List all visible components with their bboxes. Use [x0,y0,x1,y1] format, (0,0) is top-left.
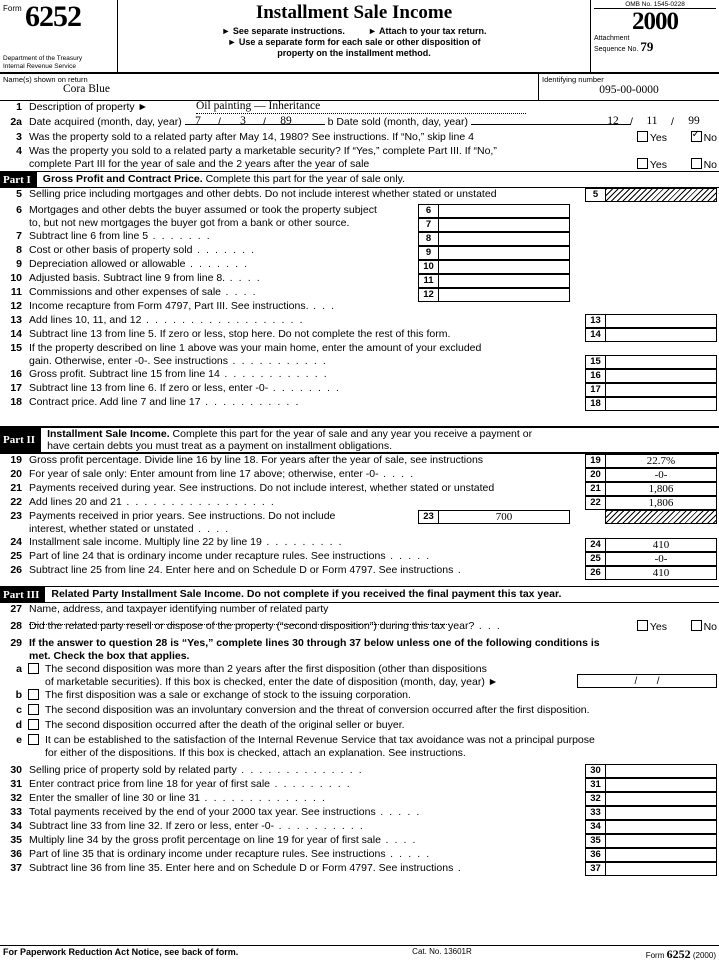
part3-row-32: 32 Enter the smaller of line 30 or line 31 . . . . . . . . . . . . . . [0,792,719,806]
row-label: Adjusted basis. Subtract line 9 from line 8. [29,272,226,284]
part-1-bar [0,171,719,188]
part-3-body [0,603,719,878]
row-number: 34 [10,820,22,832]
part3-row-33: 33 Total payments received by the end of your 2000 tax year. See instructions . . . . . [0,806,719,820]
sub-label: The second disposition was more than 2 years after the first disposition (other than dispositions [45,663,487,675]
part-2-title-sub2: have certain debts you must treat as a payment on installment obligations. [47,440,393,452]
amount-line-number: 35 [585,834,605,848]
row-number: 32 [10,792,22,804]
part3-sub-b [0,689,719,704]
amount-line-number: 37 [585,862,605,876]
amount-value-17[interactable] [605,383,717,397]
amount-value-30[interactable] [605,764,717,778]
part3-row-27 [0,603,719,620]
part1-row-11: 11 Commissions and other expenses of sale . . . . [0,286,719,300]
row-label: Payments received in prior years. See instructions. Do not include [29,510,336,522]
part-1-label: Part I [0,174,37,186]
amount-line-number: 5 [585,188,605,202]
sub-label: It can be established to the satisfaction of the Internal Revenue Service that tax avoidance was not a principal purpose [45,734,595,746]
row-label: Add lines 10, 11, and 12 [29,314,142,326]
footer-form-year: (2000) [692,951,716,960]
row-label: Contract price. Add line 7 and line 17 [29,396,201,408]
department-label: Department of the Treasury Internal Revenue Service [3,55,83,70]
amount-line-number: 10 [418,260,438,274]
line-4-yes-label: Yes [649,159,667,171]
row-number: 21 [10,482,22,494]
line-28-yes-checkbox[interactable] [637,620,648,631]
amount-line-number: 31 [585,778,605,792]
row-number: 24 [10,536,22,548]
row-label: Selling price including mortgages and other debts. Do not include interest whether stated or unstated [29,188,497,200]
part3-row-37: 37 Subtract line 36 from line 35. Enter here and on Schedule D or Form 4797. See instructions . [0,862,719,876]
part-3-title-sub: Do not complete if you received the final payment this tax year. [246,588,562,600]
part3-row-36: 36 Part of line 35 that is ordinary income under recapture rules. See instructions . . . . . [0,848,719,862]
amount-line-number: 15 [585,355,605,369]
part2-row-20: 20 For year of sale only: Enter amount from line 17 above; otherwise, enter -0- . . . . [0,468,719,482]
amount-line-number: 21 [585,482,605,496]
amount-line-number: 16 [585,369,605,383]
row-number: 26 [10,564,22,576]
amount-value-36[interactable] [605,848,717,862]
row-label: Selling price of property sold by related party [29,764,237,776]
id-value: 095-00-0000 [599,84,659,96]
form-identity [0,0,118,72]
row-number: 5 [16,188,22,200]
line-3-number: 3 [16,131,22,143]
row-number: 23 [10,510,22,522]
row-label: Gross profit. Subtract line 15 from line 14 [29,368,220,380]
row-label: Installment sale income. Multiply line 22 by line 19 [29,536,262,548]
part1-row-17: 17 Subtract line 13 from line 6. If zero or less, enter -0- . . . . . . . . [0,382,719,396]
row-number: 9 [16,258,22,270]
amount-value-21[interactable]: 1,806 [605,482,717,496]
line-3-no-checkbox[interactable] [691,131,702,142]
row-number: 15 [10,342,22,354]
line-1 [0,101,719,116]
amount-value-25[interactable]: -0- [605,552,717,566]
part-2-label: Part II [0,434,41,446]
row-number: 37 [10,862,22,874]
row-number: 25 [10,550,22,562]
sub-label-cont: of marketable securities). If this box is checked, enter the date of disposition (month, day, year) ► [45,676,499,688]
part-3-title [45,587,719,602]
part-2-title-sub1: Complete this part for the year of sale and any year you receive a payment or [172,428,533,440]
sub-letter: d [15,719,22,731]
date-sold-year[interactable]: 99 [688,115,700,127]
part2-row-23: 23 Payments received in prior years. See instructions. Do not include interest, whether stated or unstated . . . . [0,510,719,536]
amount-line-number: 33 [585,806,605,820]
row-label: Gross profit percentage. Divide line 16 by line 18. For years after the year of sale, see instructions [29,454,484,466]
row-label-cont: gain. Otherwise, enter -0-. See instructions [29,355,229,367]
separate-form-note2: property on the installment method. [277,48,431,58]
form-footer [0,945,719,963]
sequence-label: Sequence No. [594,46,639,53]
amount-line-number: 32 [585,792,605,806]
row-number: 17 [10,382,22,394]
row-number: 8 [16,244,22,256]
part1-row-13: 13 Add lines 10, 11, and 12 . . . . . . . . . . . . . . . . . . [0,314,719,328]
part1-row-16: 16 Gross profit. Subtract line 15 from line 14 . . . . . . . . . . . . [0,368,719,382]
row-number: 22 [10,496,22,508]
part-1-body [0,188,719,426]
line-3-no-label: No [703,132,717,144]
part3-sub-a [0,663,719,689]
row-label: Total payments received by the end of your 2000 tax year. See instructions [29,806,376,818]
sequence-number: 79 [640,39,654,54]
part-2-body [0,454,719,586]
row-label: Subtract line 6 from line 5 [29,230,149,242]
line-28-yes-label: Yes [649,621,667,633]
row-number: 35 [10,834,22,846]
amount-value-34[interactable] [605,820,717,834]
amount-line-number: 13 [585,314,605,328]
amount-value-20[interactable]: -0- [605,468,717,482]
amount-value-19[interactable]: 22.7% [605,454,717,468]
part-3-title-main: Related Party Installment Sale Income. [51,588,244,600]
part-2-title-main: Installment Sale Income. [47,428,170,440]
date-sold-month[interactable]: 12 [607,115,619,127]
amount-line-number: 34 [585,820,605,834]
sub-label: The first disposition was a sale or exchange of stock to the issuing corporation. [45,689,411,701]
amount-line-number: 36 [585,848,605,862]
form-number: 6252 [25,0,81,33]
row-label-cont: met. Check the box that applies. [29,650,190,662]
line-2a-label: Date acquired (month, day, year) [29,116,182,128]
part3-row-31: 31 Enter contract price from line 18 for year of first sale . . . . . . . . . [0,778,719,792]
line-1-number: 1 [16,101,22,113]
row-number: 10 [10,272,22,284]
amount-hatched-23 [605,510,717,524]
amount-line-number: 8 [418,232,438,246]
sub-b-checkbox[interactable] [28,689,39,700]
amount-line-number: 22 [585,496,605,510]
part-1-title [37,172,719,187]
row-number: 11 [10,286,22,298]
amount-line-number: 12 [418,288,438,302]
line-1-label: Description of property ► [29,101,148,113]
id-label: Identifying number [542,75,604,84]
row-number: 31 [10,778,22,790]
footer-form-number: 6252 [666,947,691,961]
part-2-bar [0,426,719,454]
line-4 [0,145,719,171]
part3-row-35: 35 Multiply line 34 by the gross profit percentage on line 19 for year of first sale . . . . [0,834,719,848]
amount-value-22[interactable]: 1,806 [605,496,717,510]
amount-line-number: 19 [585,454,605,468]
line-3 [0,131,719,145]
row-label: Subtract line 25 from line 24. Enter here and on Schedule D or Form 4797. See instructions [29,564,454,576]
amount-line-number: 26 [585,566,605,580]
row-label: Part of line 24 that is ordinary income under recapture rules. See instructions [29,550,386,562]
amount-value-23[interactable]: 700 [438,510,570,524]
line-28-no-label: No [703,621,717,633]
separate-form-note: ► Use a separate form for each sale or other disposition of [227,37,481,47]
part1-row-7: 7 Subtract line 6 from line 5 . . . . . . . [0,230,719,244]
row-label-cont: interest, whether stated or unstated [29,523,194,535]
row-label: If the property described on line 1 above was your main home, enter the amount of your excluded [29,342,482,354]
amount-value-31[interactable] [605,778,717,792]
name-row [0,74,719,101]
sub-letter: c [16,704,22,716]
line-2a-number: 2a [10,116,22,128]
part2-row-26: 26 Subtract line 25 from line 24. Enter here and on Schedule D or Form 4797. See instructions . [0,564,719,578]
row-number: 33 [10,806,22,818]
line-2b-label: b Date sold (month, day, year) [327,116,469,128]
row-number: 29 [10,637,22,649]
row-number: 6 [16,204,22,216]
row-label: Enter the smaller of line 30 or line 31 [29,792,201,804]
amount-line-number: 6 [418,204,438,218]
part2-row-22: 22 Add lines 20 and 21 . . . . . . . . . . . . . . . . . [0,496,719,510]
attachment-label: Attachment [594,35,630,42]
footer-form-id [646,947,716,962]
date-acquired-month[interactable]: 7 [195,115,201,127]
sub-letter: b [15,689,22,701]
part1-row-8: 8 Cost or other basis of property sold . . . . . . . [0,244,719,258]
row-label: Depreciation allowed or allowable [29,258,186,270]
amount-value-16[interactable] [605,369,717,383]
paperwork-notice: For Paperwork Reduction Act Notice, see back of form. [3,947,239,957]
row-number: 18 [10,396,22,408]
row-number: 28 [10,620,22,632]
row-number: 36 [10,848,22,860]
amount-line-number: 25 [585,552,605,566]
line-4-label: Was the property you sold to a related party a marketable security? If “Yes,” complete Part III. If “No,” [29,145,497,157]
amount-line-number: 9 [418,246,438,260]
row-number: 19 [10,454,22,466]
amount-line-number: 7 [418,218,438,232]
row-number: 27 [10,603,22,615]
line-2a: 2a Date acquired (month, day, year) b Date sold (month, day, year) 7 / 3 / 89 12 / 11 / 99 [0,116,719,131]
part1-row-10: 10 Adjusted basis. Subtract line 9 from line 8. . . . . [0,272,719,286]
line-4-yes-checkbox[interactable] [637,158,648,169]
name-value: Cora Blue [63,83,110,95]
part1-row-6 [0,204,719,230]
amount-value-33[interactable] [605,806,717,820]
amount-line-number: 11 [418,274,438,288]
sub-c-checkbox[interactable] [28,704,39,715]
line-1-value[interactable]: Oil painting –– Inheritance [196,100,526,114]
amount-line-number: 23 [418,510,438,524]
row-label: Mortgages and other debts the buyer assumed or took the property subject [29,204,377,216]
amount-value-35[interactable] [605,834,717,848]
row-label: Name, address, and taxpayer identifying number of related party [29,603,329,615]
id-field-cell[interactable] [539,74,719,100]
sub-a-checkbox[interactable] [28,663,39,674]
row-label: For year of sale only: Enter amount from line 17 above; otherwise, enter -0- [29,468,379,480]
page-title: Installment Sale Income [255,2,453,23]
sub-label: The second disposition was an involuntary conversion and the threat of conversion occurred after the first disposition. [45,704,590,716]
part3-amount-rows [0,764,719,878]
omb-number: OMB No. 1545-0228 [594,1,716,9]
line-3-label: Was the property sold to a related party after May 14, 1980? See instructions. If “No,” skip line 4 [29,131,474,143]
sequence-row [594,39,716,54]
amount-value-24[interactable]: 410 [605,538,717,552]
amount-line-number: 18 [585,397,605,411]
form-title-block [118,0,591,72]
row-label: Multiply line 34 by the gross profit percentage on line 19 for year of first sale [29,834,381,846]
row-label: Payments received during year. See instructions. Do not include interest, whether stated or unstated [29,482,495,494]
sub-label: The second disposition occurred after the death of the original seller or buyer. [45,719,405,731]
date-acquired-year[interactable]: 89 [280,115,292,127]
line-4-label2: complete Part III for the year of sale and the 2 years after the year of sale [29,158,370,170]
second-disposition-date-field[interactable]: / / [577,674,717,688]
line-4-no-label: No [703,159,717,171]
sub-e-checkbox[interactable] [28,734,39,745]
row-label: Commissions and other expenses of sale [29,286,222,298]
row-label: If the answer to question 28 is “Yes,” complete lines 30 through 37 below unless one of the following conditions is [29,637,600,649]
row-label: Enter contract price from line 18 for year of first sale [29,778,271,790]
amount-line-number: 24 [585,538,605,552]
part-1-title-sub: Complete this part for the year of sale only. [205,173,405,185]
sub-label-cont: for either of the dispositions. If this box is checked, attach an explanation. See instructions. [45,747,466,759]
amount-value-14[interactable] [605,328,717,342]
amount-value-26[interactable]: 410 [605,566,717,580]
part2-row-24: 24 Installment sale income. Multiply line 22 by line 19 . . . . . . . . . [0,536,719,550]
row-label: Part of line 35 that is ordinary income under recapture rules. See instructions [29,848,386,860]
row-number: 14 [10,328,22,340]
line-3-yes-label: Yes [649,132,667,144]
row-label: Income recapture from Form 4797, Part III. See instructions. [29,300,309,312]
tax-year: 2000 [632,8,678,35]
part-3-bar [0,586,719,603]
part1-row-15: 15 If the property described on line 1 above was your main home, enter the amount of your excluded gain. Otherwise, enter -0-. See instructions . . . . . . . . . . . [0,342,719,368]
row-number: 16 [10,368,22,380]
omb-block [591,0,719,72]
line-4-number: 4 [16,145,22,157]
part-1-title-main: Gross Profit and Contract Price. [42,173,203,185]
part1-row-9: 9 Depreciation allowed or allowable . . . . . . . [0,258,719,272]
row-label: Did the related party resell or dispose of the property (“second disposition”) during this tax year? [29,620,475,632]
line-4-no-checkbox[interactable] [691,158,702,169]
instructions-note: ► See separate instructions. [221,26,345,36]
part3-row-30: 30 Selling price of property sold by related party . . . . . . . . . . . . . . [0,764,719,778]
line-28-no-checkbox[interactable] [691,620,702,631]
row-label: Subtract line 33 from line 32. If zero or less, enter -0- [29,820,275,832]
amount-line-number: 20 [585,468,605,482]
row-label-cont: to, but not new mortgages the buyer got from a bank or other source. [29,217,350,229]
row-label: Add lines 20 and 21 [29,496,122,508]
part3-sub-d [0,719,719,734]
amount-line-number: 17 [585,383,605,397]
row-number: 13 [10,314,22,326]
name-field-cell[interactable] [0,74,539,100]
part1-row-12: 12 Income recapture from Form 4797, Part III. See instructions. . . . [0,300,719,314]
name-label: Name(s) shown on return [3,75,88,84]
row-number: 7 [16,230,22,242]
row-label: Subtract line 13 from line 6. If zero or less, enter -0- [29,382,269,394]
amount-value-5[interactable] [605,188,717,202]
part3-row-34: 34 Subtract line 33 from line 32. If zero or less, enter -0- . . . . . . . . . . [0,820,719,834]
sub-letter: e [16,734,22,746]
sub-d-checkbox[interactable] [28,719,39,730]
amount-value-6[interactable] [438,204,570,218]
part3-row-29 [0,637,719,663]
amount-value-18[interactable] [605,397,717,411]
catalog-number: Cat. No. 13601R [412,947,472,956]
row-number: 12 [10,300,22,312]
amount-value-13[interactable] [605,314,717,328]
attach-note: ► Attach to your tax return. [367,26,487,36]
form-header [0,0,719,74]
date-acquired-day[interactable]: 3 [240,115,246,127]
amount-value-15[interactable] [605,355,717,369]
form-word: Form [3,4,22,13]
part1-row-18: 18 Contract price. Add line 7 and line 17 . . . . . . . . . . . [0,396,719,410]
part2-row-25: 25 Part of line 24 that is ordinary income under recapture rules. See instructions . . . . . [0,550,719,564]
part3-sub-e [0,734,719,760]
amount-value-37[interactable] [605,862,717,876]
part3-sub-c [0,704,719,719]
date-sold-day[interactable]: 11 [646,115,658,127]
row-label: Cost or other basis of property sold [29,244,193,256]
part-3-label: Part III [0,589,45,601]
amount-line-number: 30 [585,764,605,778]
amount-value-32[interactable] [605,792,717,806]
row-number: 30 [10,764,22,776]
row-number: 20 [10,468,22,480]
part-2-title [41,428,719,452]
sub-letter: a [16,663,22,675]
line-3-yes-checkbox[interactable] [637,131,648,142]
amount-line-number: 14 [585,328,605,342]
row-label: Subtract line 13 from line 5. If zero or less, stop here. Do not complete the rest of this form. [29,328,451,340]
row-label: Subtract line 36 from line 35. Enter here and on Schedule D or Form 4797. See instructions [29,862,454,874]
part3-row-28: 28 Did the related party resell or dispose of the property (“second disposition”) during this tax year? . . . Yes No [0,620,719,637]
footer-form-word: Form [645,951,665,960]
